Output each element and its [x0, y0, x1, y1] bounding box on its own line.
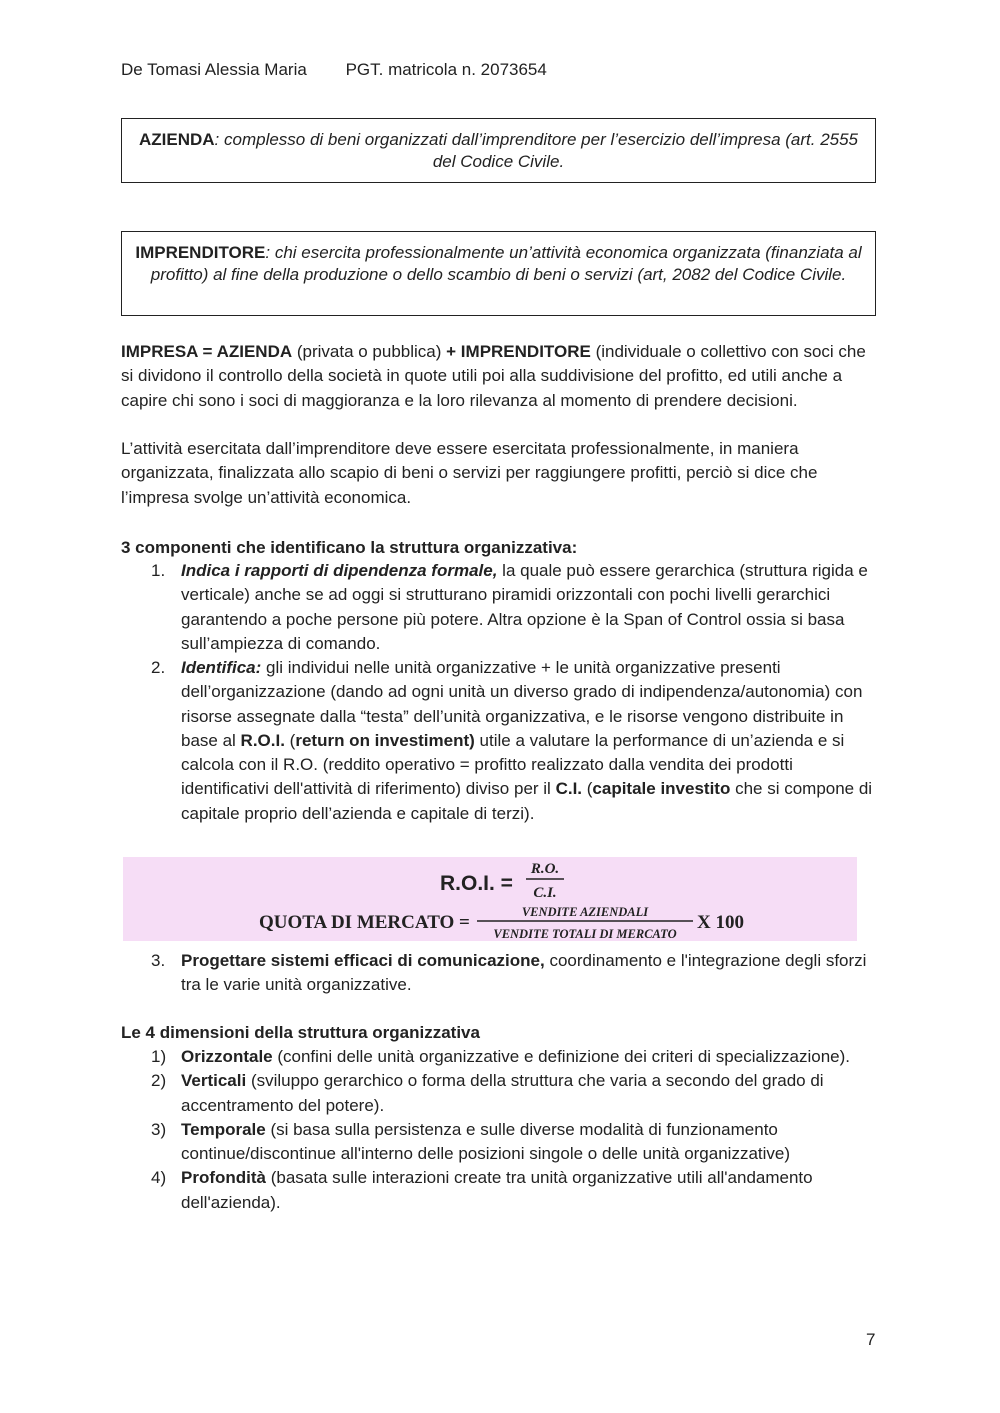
list-lead: Verticali [181, 1071, 247, 1091]
definition-box-imprenditore [121, 231, 876, 316]
list-number: 1. [151, 561, 166, 580]
bold-text: C.I. [555, 779, 583, 799]
quota-numerator: VENDITE AZIENDALI [521, 905, 649, 919]
list-text: gli individui nelle unità organizzative + le unità organizzative presenti dell’organizzazione (dando ad ogni unità un diverso grado di indipendenza/autonomia) con risorse assegnate dalla “testa” dell’unità organizzativa, e le risorse vengono distribuite in base al [181, 658, 863, 750]
list-text: la quale può essere gerarchica (struttura rigida e verticale) anche se ad oggi si strutturano piramidi orizzontali con pochi livelli gerarchici garantendo a poche persone più potere. Altra opzione è la Span of Control ossia si basa sull’ampiezza di comando. [181, 561, 868, 653]
roi-denominator: C.I. [533, 885, 557, 901]
list-lead: Identifica: [181, 658, 262, 677]
list-item-dimension [121, 1118, 881, 1167]
page-header [121, 60, 581, 80]
list-text: ( [582, 779, 593, 799]
roi-numerator: R.O. [530, 861, 560, 877]
list-lead: Progettare sistemi efficaci di comunicazione, [181, 951, 545, 970]
definition-box-azienda [121, 118, 876, 183]
roi-label: R.O.I. = [440, 872, 513, 895]
list-number: 1) [151, 1047, 167, 1066]
student-id: PGT. matricola n. 2073654 [345, 60, 547, 79]
list-text: utile a valutare la performance di un’azienda e si calcola con il R.O. (reddito operativo = profitto realizzato dalla vendita dei prodotti identificativi dell'attività di riferimento) diviso per il [181, 730, 845, 799]
list-number: 3) [151, 1119, 167, 1139]
list-item-dimension [121, 1166, 881, 1215]
list-text: coordinamento e l'integrazione degli sforzi tra le varie unità organizzative. [181, 951, 867, 995]
formula-svg [123, 857, 857, 941]
page-number: 7 [866, 1330, 876, 1349]
text: (individuale o collettivo con soci che si dividono il controllo della società in quote utili poi alla suddivisione del profitto, ed utili anche a capire chi sono i soci di maggioranza e la loro rilevanza al momento di prendere decisioni. [121, 342, 866, 410]
definition-term: IMPRENDITORE [135, 243, 266, 262]
quota-denominator: VENDITE TOTALI DI MERCATO [493, 927, 677, 941]
quota-multiplier: X 100 [697, 912, 744, 933]
bold-text: capitale investito [592, 779, 731, 799]
paragraph-impresa [121, 340, 881, 413]
formula-image [123, 857, 857, 941]
author-name: De Tomasi Alessia Maria [121, 60, 307, 79]
list-number: 2. [151, 658, 166, 677]
dimensions-list [121, 1045, 881, 1215]
list-lead: Temporale [181, 1119, 266, 1139]
bold-text: return on investiment) [295, 730, 475, 750]
definition-text: : chi esercita professionalmente un’attività economica organizzata (finanziata al profitto) al fine della produzione o dello scambio di beni o servizi (art, 2082 del Codice Civile. [150, 243, 862, 284]
quota-label: QUOTA DI MERCATO = [259, 912, 470, 933]
list-text: (sviluppo gerarchico o forma della struttura che varia a secondo del grado di accentramento del potere). [181, 1071, 824, 1115]
list-item-component-2 [121, 656, 881, 826]
definition-term: AZIENDA [138, 130, 215, 149]
list-text: (confini delle unità organizzative e definizione dei criteri di specializzazione). [272, 1047, 850, 1066]
list-text: (si basa sulla persistenza e sulle diverse modalità di funzionamento continue/discontinue all'interno delle posizioni singole o delle unità organizzative) [181, 1119, 791, 1164]
list-item-component-1 [121, 559, 881, 656]
bold-text: IMPRESA = AZIENDA [121, 342, 293, 361]
section-heading-components: 3 componenti che identificano la struttura organizzativa: [121, 538, 578, 557]
list-text: (basata sulle interazioni create tra unità organizzative utili all'andamento dell'azienda). [181, 1168, 813, 1212]
bold-text: + IMPRENDITORE [446, 342, 591, 361]
bold-text: R.O.I. [240, 730, 285, 750]
list-lead: Profondità [181, 1168, 266, 1188]
list-lead: Orizzontale [181, 1047, 273, 1066]
paragraph-attivita: L’attività esercitata dall’imprenditore deve essere esercitata professionalmente, in maniera organizzata, finalizzata allo scapio di beni o servizi per raggiungere profitti, perciò si dice che l’impresa svolge un’attività economica. [121, 439, 818, 507]
list-text: ( [284, 730, 296, 750]
text: (privata o pubblica) [292, 342, 447, 361]
section-heading-dimensions: Le 4 dimensioni della struttura organizzativa [121, 1023, 480, 1042]
list-item-dimension [121, 1045, 881, 1069]
list-number: 3. [151, 951, 166, 970]
list-item-component-3 [121, 949, 881, 998]
list-lead: Indica i rapporti di dipendenza formale, [181, 561, 498, 580]
list-number: 4) [151, 1168, 167, 1188]
list-item-dimension [121, 1069, 881, 1118]
list-text: che si compone di capitale proprio dell’azienda e capitale di terzi). [181, 779, 873, 823]
definition-text: : complesso di beni organizzati dall’imprenditore per l’esercizio dell’impresa (art. 2555 del Codice Civile. [214, 130, 859, 171]
list-number: 2) [151, 1071, 167, 1091]
